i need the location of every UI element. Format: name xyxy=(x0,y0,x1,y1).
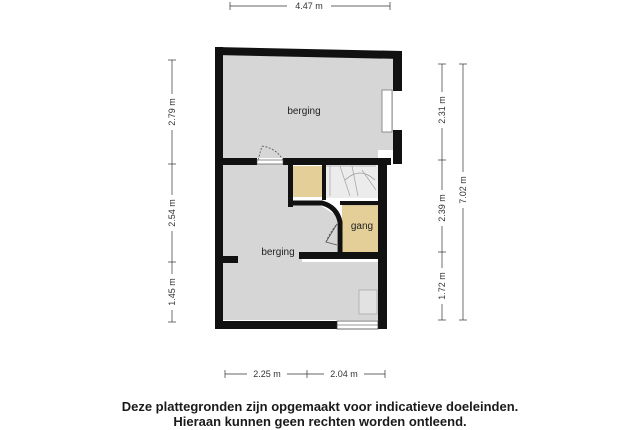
dim-right-total: 7.02 m xyxy=(458,176,468,204)
disclaimer-line-1: Deze plattegronden zijn opgemaakt voor indicatieve doeleinden. xyxy=(121,399,519,414)
dim-left-middle: 2.54 m xyxy=(167,199,177,227)
dim-right-upper: 2.31 m xyxy=(437,96,447,124)
room-label-lower-storage: berging xyxy=(261,247,295,258)
window-bottom xyxy=(337,321,378,329)
dim-top-width: 4.47 m xyxy=(295,1,323,11)
fixture xyxy=(359,290,377,314)
dimension-top xyxy=(230,0,390,11)
dim-bottom-right: 2.04 m xyxy=(330,369,358,379)
room-label-hallway: gang xyxy=(350,221,374,232)
dim-right-lower: 1.72 m xyxy=(437,272,447,300)
disclaimer-line-2: Hieraan kunnen geen rechten worden ontleend. xyxy=(173,414,467,429)
dim-right-middle: 2.39 m xyxy=(437,194,447,222)
dimension-right xyxy=(436,64,448,320)
dimension-total xyxy=(457,64,469,320)
dimension-left xyxy=(166,60,178,322)
dimension-bottom xyxy=(225,368,385,379)
dim-left-lower: 1.45 m xyxy=(167,278,177,306)
dim-left-upper: 2.79 m xyxy=(167,98,177,126)
room-label-upper-storage: berging xyxy=(287,106,321,117)
dim-bottom-left: 2.25 m xyxy=(253,369,281,379)
stair-area xyxy=(292,164,378,198)
